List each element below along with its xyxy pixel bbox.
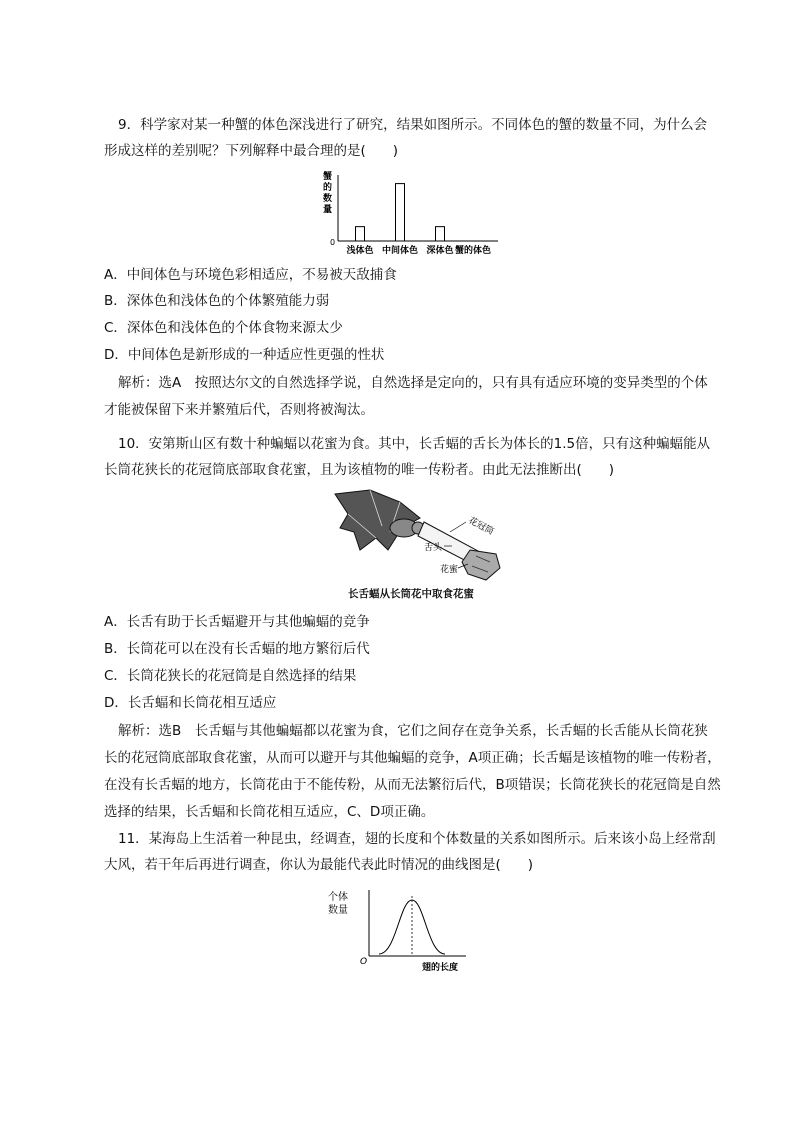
q11-stem-line2: 大风，若干年后再进行调查，你认为最能代表此时情况的曲线图是( ) — [104, 857, 534, 873]
q10-option-b: B．长筒花可以在没有长舌蝠的地方繁衍后代 — [104, 641, 370, 657]
q10-analysis-line1: 解析：选B 长舌蝠与其他蝙蝠都以花蜜为食，它们之间存在竞争关系，长舌蝠的长舌能从长筒花狭 — [118, 723, 708, 739]
q9-option-a: A．中间体色与环境色彩相适应，不易被天敌捕食 — [104, 267, 397, 283]
q10-option-c: C．长筒花狭长的花冠筒是自然选择的结果 — [104, 668, 357, 684]
ylabel-char-3: 量 — [323, 205, 333, 215]
label-corolla: 花冠筒 — [466, 515, 496, 538]
q10-figure-caption: 长舌蝠从长筒花中取食花蜜 — [348, 588, 474, 600]
q10-analysis-line4: 选择的结果，长舌蝠和长筒花相互适应，C、D项正确。 — [104, 804, 435, 820]
bar-1 — [396, 184, 405, 241]
q9-crab-color-chart — [318, 165, 508, 257]
q9-analysis-line1: 解析：选A 按照达尔文的自然选择学说，自然选择是定向的，只有具有适应环境的变异类型的个体 — [118, 375, 708, 391]
q11-wing-length-curve — [324, 882, 476, 974]
label-tongue: 舌头 — [424, 543, 443, 553]
q9-option-c: C．深体色和浅体色的个体食物来源太少 — [104, 320, 343, 336]
ylabel-char-2: 数 — [323, 194, 333, 204]
q9-analysis-line2: 才能被保留下来并繁殖后代，否则将被淘汰。 — [104, 402, 374, 418]
tick-label-0: 浅体色 — [346, 246, 374, 256]
curve-origin-label: O — [360, 957, 368, 967]
q10-option-a: A．长舌有助于长舌蝠避开与其他蝙蝠的竞争 — [104, 614, 370, 630]
q11-stem-line1: 11．某海岛上生活着一种昆虫，经调查，翅的长度和个体数量的关系如图所示。后来该小岛上经常刮 — [118, 831, 716, 847]
curve-xlabel: 翅的长度 — [422, 963, 459, 973]
q9-option-d: D．中间体色是新形成的一种适应性更强的性状 — [104, 347, 385, 363]
label-nectar: 花蜜 — [440, 565, 459, 575]
q9-stem-line2: 形成这样的差别呢？下列解释中最合理的是( ) — [104, 143, 399, 159]
chart-ylabel — [323, 170, 332, 215]
chart-xlabel: 蟹的体色 — [455, 246, 492, 256]
q10-stem-line2: 长筒花狭长的花冠筒底部取食花蜜，且为该植物的唯一传粉者。由此无法推断出( ) — [104, 462, 615, 478]
q10-analysis-line3: 在没有长舌蝠的地方，长筒花由于不能传粉，从而无法繁衍后代，B项错误；长筒花狭长的花冠筒是自然 — [104, 777, 721, 793]
q10-bat-flower-figure — [330, 488, 510, 584]
q10-option-d: D．长舌蝠和长筒花相互适应 — [104, 695, 277, 711]
q10-analysis-line2: 长的花冠筒底部取食花蜜，从而可以避开与其他蝙蝠的竞争，A项正确；长舌蝠是该植物的唯一传粉者， — [104, 750, 721, 766]
chart-origin-label: 0 — [330, 238, 336, 247]
ylabel-char-0: 蟹 — [323, 172, 333, 182]
tick-label-1: 中间体色 — [381, 246, 419, 256]
curve-ylabel-1: 个体 — [328, 892, 348, 903]
flower-petals — [462, 550, 500, 580]
tick-label-2: 深体色 — [426, 246, 454, 256]
q9-stem-line1: 9．科学家对某一种蟹的体色深浅进行了研究，结果如图所示。不同体色的蟹的数量不同，为什么会 — [118, 117, 708, 133]
bar-0 — [356, 227, 365, 241]
curve-ylabel-2: 数量 — [328, 905, 348, 916]
ylabel-char-1: 的 — [323, 183, 333, 193]
q10-stem-line1: 10．安第斯山区有数十种蝙蝠以花蜜为食。其中，长舌蝠的舌长为体长的1.5倍，只有这种蝙蝠能从 — [118, 436, 711, 452]
bar-2 — [436, 227, 445, 241]
q9-option-b: B．深体色和浅体色的个体繁殖能力弱 — [104, 293, 330, 309]
